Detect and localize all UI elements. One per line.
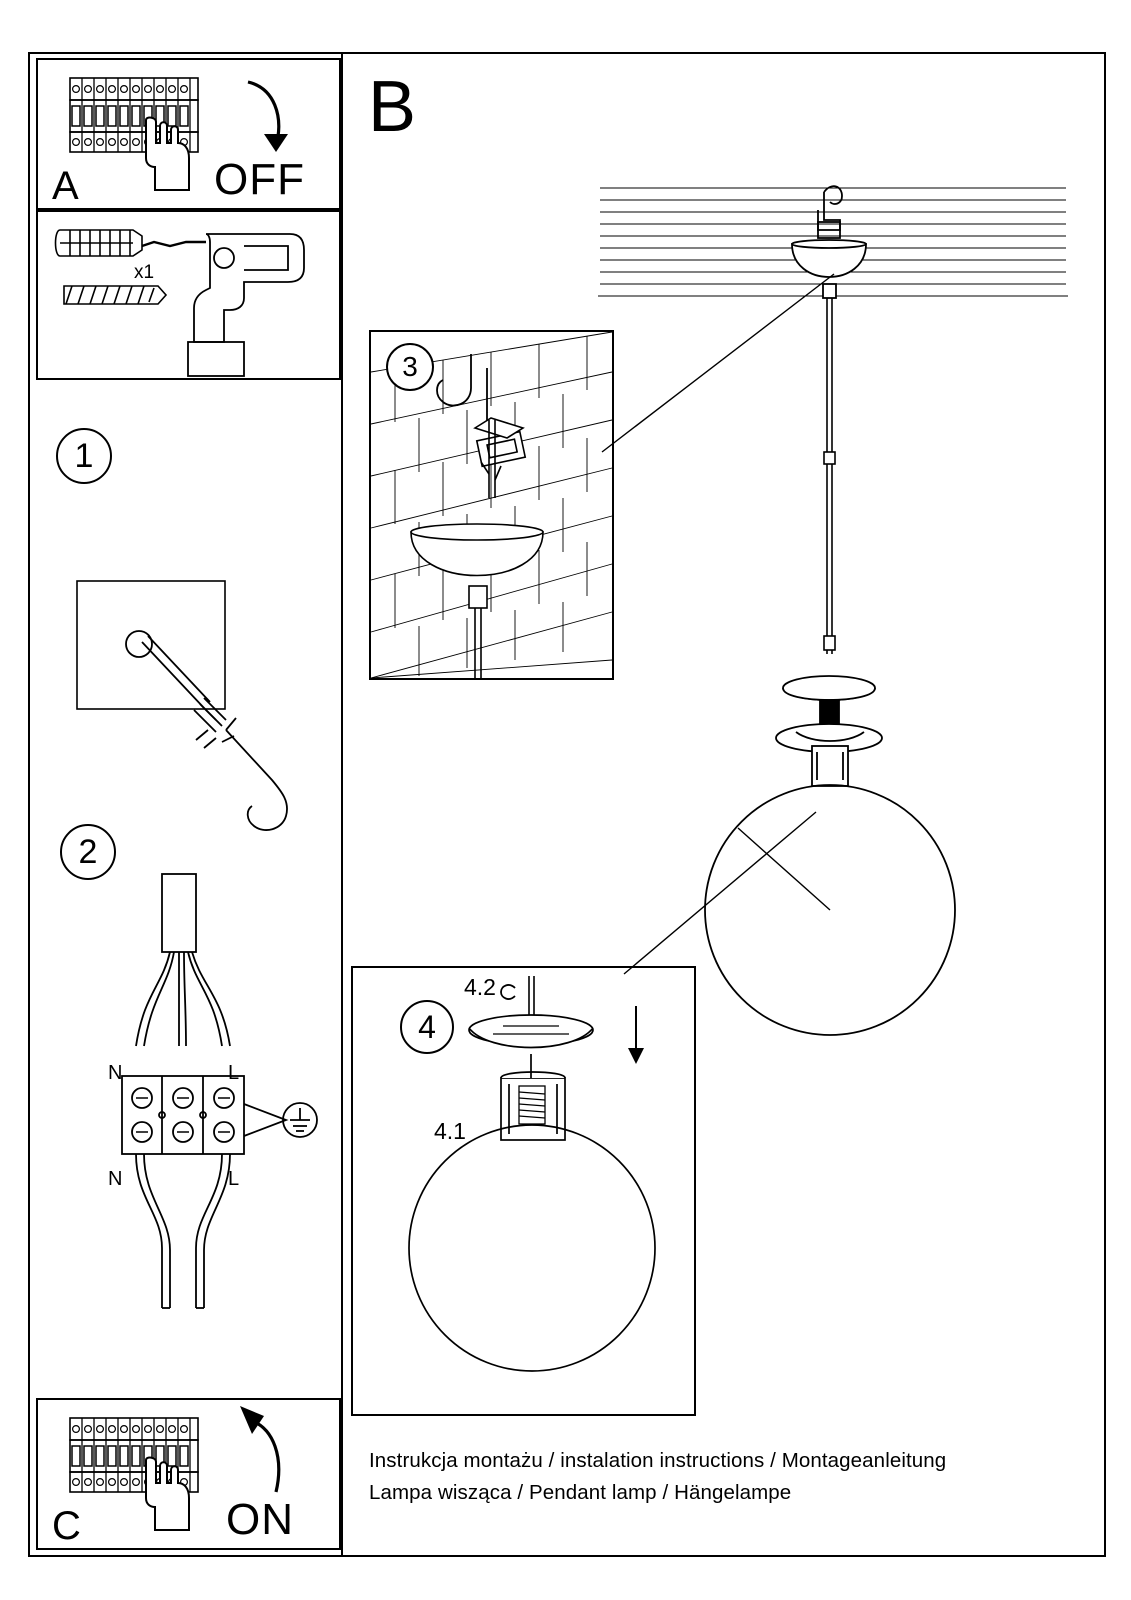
glass-globe-icon xyxy=(409,1125,655,1371)
panel-a-action-label: OFF xyxy=(214,155,305,204)
step-2-badge: 2 xyxy=(60,824,116,880)
leader-line-3 xyxy=(600,270,840,460)
curved-arrow-down-icon xyxy=(248,82,288,152)
panel-tools-graphic xyxy=(38,212,339,378)
column-divider xyxy=(341,52,343,1557)
panel-a-letter: A xyxy=(52,164,79,208)
step-2-wiring-graphic xyxy=(100,868,340,1328)
screw-icon xyxy=(64,286,166,304)
leader-line-4 xyxy=(622,808,822,978)
step-2-terminal-n-top: N xyxy=(108,1062,123,1084)
panel-b-letter: B xyxy=(368,67,417,147)
step-4-sub-top-label: 4.2 xyxy=(464,974,496,1000)
step-2-terminal-l-top: L xyxy=(228,1062,240,1084)
hand-pointing-icon xyxy=(146,1458,189,1530)
step-4-badge: 4 xyxy=(400,1000,454,1054)
caption-line-1: Instrukcja montażu / instalation instructions / Montageanleitung xyxy=(369,1449,947,1472)
step-1-wall-graphic xyxy=(76,580,376,870)
wall-plug-icon xyxy=(56,230,143,256)
caption-line-2: Lampa wisząca / Pendant lamp / Hängelampe xyxy=(369,1481,792,1504)
panel-tools xyxy=(36,210,341,380)
panel-c-action-label: ON xyxy=(226,1495,294,1544)
step-4-sub-bottom-label: 4.1 xyxy=(434,1118,466,1144)
panel-c xyxy=(36,1398,341,1550)
panel-a xyxy=(36,58,341,210)
hand-pointing-icon xyxy=(146,118,189,190)
step-2-terminal-l-bottom: L xyxy=(228,1168,240,1190)
step-2-terminal-n-bottom: N xyxy=(108,1168,123,1190)
curved-arrow-up-icon xyxy=(240,1406,279,1492)
power-drill-icon xyxy=(142,234,304,376)
panel-c-letter: C xyxy=(52,1504,81,1548)
step-1-badge: 1 xyxy=(56,428,112,484)
step-3-badge: 3 xyxy=(386,343,434,391)
tools-quantity-label: x1 xyxy=(134,262,155,283)
